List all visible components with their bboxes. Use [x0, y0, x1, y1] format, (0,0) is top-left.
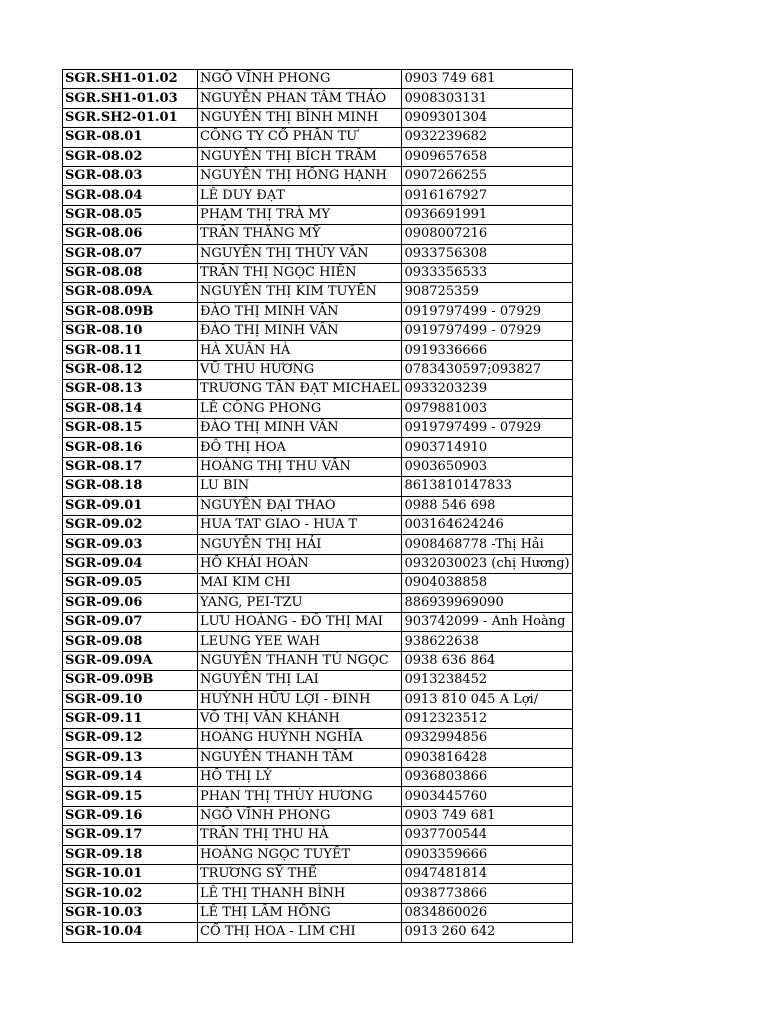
- table-row: [63, 380, 573, 399]
- phone-cell: 0936691991: [402, 205, 572, 224]
- table-row: [63, 612, 573, 631]
- table-row: [63, 225, 573, 244]
- owner-name-cell: NGUYỄN THỊ BÍCH TRÂM: [198, 147, 402, 166]
- phone-cell: 0909301304: [402, 108, 572, 127]
- table-row: [63, 554, 573, 573]
- phone-cell: 903742099 - Anh Hoàng: [402, 612, 572, 631]
- phone-cell: 0903359666: [402, 845, 572, 864]
- table-row: [63, 399, 573, 418]
- owner-name-cell: ĐÀO THỊ MINH VÂN: [198, 322, 402, 341]
- phone-cell: 0916167927: [402, 186, 572, 205]
- unit-code-cell: SGR-09.04: [63, 554, 198, 573]
- unit-code-cell: SGR-08.05: [63, 205, 198, 224]
- table-row: [63, 826, 573, 845]
- table-row: [63, 147, 573, 166]
- table-row: [63, 244, 573, 263]
- owner-name-cell: VŨ THU HƯƠNG: [198, 360, 402, 379]
- phone-cell: 0909657658: [402, 147, 572, 166]
- unit-code-cell: SGR-08.04: [63, 186, 198, 205]
- unit-code-cell: SGR-09.06: [63, 593, 198, 612]
- table-row: [63, 884, 573, 903]
- owner-name-cell: NGUYỄN THANH TÂM: [198, 748, 402, 767]
- unit-code-cell: SGR-10.02: [63, 884, 198, 903]
- table-row: [63, 690, 573, 709]
- owner-name-cell: NGUYỄN THỊ THÚY VÂN: [198, 244, 402, 263]
- unit-code-cell: SGR-08.12: [63, 360, 198, 379]
- unit-code-cell: SGR.SH1-01.02: [63, 70, 198, 89]
- owner-name-cell: TRẦN THẮNG MỸ: [198, 225, 402, 244]
- unit-code-cell: SGR-09.09A: [63, 651, 198, 670]
- phone-cell: 0903 749 681: [402, 806, 572, 825]
- table-row: [63, 709, 573, 728]
- table-row: [63, 651, 573, 670]
- phone-cell: 0903816428: [402, 748, 572, 767]
- owner-name-cell: HOÀNG NGỌC TUYẾT: [198, 845, 402, 864]
- owner-name-cell: PHẠM THỊ TRÀ MY: [198, 205, 402, 224]
- unit-code-cell: SGR-08.14: [63, 399, 198, 418]
- owner-name-cell: HỒ KHẢI HOÀN: [198, 554, 402, 573]
- owner-name-cell: CÔNG TY CỔ PHẦN TƯ: [198, 128, 402, 147]
- table-row: [63, 128, 573, 147]
- unit-code-cell: SGR-08.09A: [63, 283, 198, 302]
- table-row: [63, 341, 573, 360]
- unit-code-cell: SGR-09.13: [63, 748, 198, 767]
- table-row: [63, 205, 573, 224]
- phone-cell: 0919797499 - 07929: [402, 322, 572, 341]
- unit-code-cell: SGR-08.18: [63, 477, 198, 496]
- owner-name-cell: LU BIN: [198, 477, 402, 496]
- phone-cell: 0919336666: [402, 341, 572, 360]
- unit-code-cell: SGR-09.11: [63, 709, 198, 728]
- phone-cell: 886939969090: [402, 593, 572, 612]
- owner-name-cell: HÀ XUÂN HÀ: [198, 341, 402, 360]
- table-row: [63, 574, 573, 593]
- table-row: [63, 457, 573, 476]
- unit-code-cell: SGR-10.03: [63, 903, 198, 922]
- unit-code-cell: SGR-09.09B: [63, 671, 198, 690]
- table-row: [63, 768, 573, 787]
- unit-code-cell: SGR-09.12: [63, 729, 198, 748]
- phone-cell: 0908007216: [402, 225, 572, 244]
- unit-code-cell: SGR-10.01: [63, 865, 198, 884]
- phone-cell: 0919797499 - 07929: [402, 419, 572, 438]
- phone-cell: 0913 810 045 A Lợi/: [402, 690, 572, 709]
- owner-name-cell: NGUYỄN THANH TÚ NGỌC: [198, 651, 402, 670]
- owner-name-cell: ĐÀO THỊ MINH VÂN: [198, 419, 402, 438]
- unit-code-cell: SGR-08.09B: [63, 302, 198, 321]
- unit-code-cell: SGR-08.03: [63, 166, 198, 185]
- table-row: [63, 89, 573, 108]
- owner-name-cell: HOÀNG HUỲNH NGHĨA: [198, 729, 402, 748]
- unit-code-cell: SGR-10.04: [63, 923, 198, 942]
- phone-cell: 0904038858: [402, 574, 572, 593]
- phone-cell: 0933756308: [402, 244, 572, 263]
- table-row: [63, 806, 573, 825]
- phone-cell: 8613810147833: [402, 477, 572, 496]
- unit-code-cell: SGR-09.18: [63, 845, 198, 864]
- phone-cell: 0933356533: [402, 263, 572, 282]
- phone-cell: 0903 749 681: [402, 70, 572, 89]
- phone-cell: 0938 636 864: [402, 651, 572, 670]
- table-row: [63, 302, 573, 321]
- owner-name-cell: TRẦN THỊ THU HÀ: [198, 826, 402, 845]
- phone-cell: 0834860026: [402, 903, 572, 922]
- phone-cell: 0908303131: [402, 89, 572, 108]
- phone-cell: 0783430597;093827: [402, 360, 572, 379]
- owner-name-cell: VÕ THỊ VÂN KHÁNH: [198, 709, 402, 728]
- unit-code-cell: SGR-08.08: [63, 263, 198, 282]
- phone-cell: 0947481814: [402, 865, 572, 884]
- phone-cell: 0919797499 - 07929: [402, 302, 572, 321]
- owner-name-cell: LEUNG YEE WAH: [198, 632, 402, 651]
- table-row: [63, 438, 573, 457]
- owner-name-cell: NGUYỄN THỊ BÌNH MINH: [198, 108, 402, 127]
- phone-cell: 0908468778 -Thị Hải: [402, 535, 572, 554]
- owner-name-cell: HỒ THỊ LÝ: [198, 768, 402, 787]
- owner-name-cell: NGUYỄN PHAN TÂM THẢO: [198, 89, 402, 108]
- phone-cell: 0903714910: [402, 438, 572, 457]
- unit-code-cell: SGR-09.14: [63, 768, 198, 787]
- unit-code-cell: SGR-08.16: [63, 438, 198, 457]
- table-row: [63, 787, 573, 806]
- owner-name-cell: CỔ THỊ HOA - LIM CHI: [198, 923, 402, 942]
- table-row: [63, 477, 573, 496]
- owner-name-cell: NGUYỄN THỊ KIM TUYẾN: [198, 283, 402, 302]
- unit-code-cell: SGR-08.06: [63, 225, 198, 244]
- owner-name-cell: HUA TAT GIAO - HUA T: [198, 515, 402, 534]
- unit-code-cell: SGR-08.11: [63, 341, 198, 360]
- owner-name-cell: LÊ CÔNG PHONG: [198, 399, 402, 418]
- table-row: [63, 283, 573, 302]
- unit-code-cell: SGR-09.07: [63, 612, 198, 631]
- phone-cell: 0938773866: [402, 884, 572, 903]
- phone-cell: 0903445760: [402, 787, 572, 806]
- unit-code-cell: SGR-08.07: [63, 244, 198, 263]
- phone-cell: 0988 546 698: [402, 496, 572, 515]
- unit-code-cell: SGR-09.17: [63, 826, 198, 845]
- unit-code-cell: SGR-08.13: [63, 380, 198, 399]
- owner-name-cell: TRẦN THỊ NGỌC HIỀN: [198, 263, 402, 282]
- owner-name-cell: NGUYỄN THỊ LAI: [198, 671, 402, 690]
- table-row: [63, 186, 573, 205]
- table-row: [63, 632, 573, 651]
- unit-code-cell: SGR-09.16: [63, 806, 198, 825]
- unit-code-cell: SGR-08.01: [63, 128, 198, 147]
- unit-code-cell: SGR.SH2-01.01: [63, 108, 198, 127]
- table-row: [63, 263, 573, 282]
- owner-name-cell: LÊ THỊ LÂM HỒNG: [198, 903, 402, 922]
- owner-name-cell: NGÔ VĨNH PHONG: [198, 806, 402, 825]
- table-row: [63, 845, 573, 864]
- table-row: [63, 70, 573, 89]
- table-row: [63, 535, 573, 554]
- table-row: [63, 903, 573, 922]
- unit-code-cell: SGR-08.10: [63, 322, 198, 341]
- phone-cell: 0903650903: [402, 457, 572, 476]
- unit-code-cell: SGR-08.15: [63, 419, 198, 438]
- table-row: [63, 515, 573, 534]
- phone-cell: 0932239682: [402, 128, 572, 147]
- phone-cell: 0932030023 (chị Hương): [402, 554, 572, 573]
- phone-cell: 0907266255: [402, 166, 572, 185]
- owner-name-cell: PHAN THỊ THÙY HƯƠNG: [198, 787, 402, 806]
- phone-cell: 003164624246: [402, 515, 572, 534]
- table-row: [63, 748, 573, 767]
- unit-code-cell: SGR-09.01: [63, 496, 198, 515]
- unit-code-cell: SGR-09.10: [63, 690, 198, 709]
- owner-name-cell: NGUYỄN THỊ HẢI: [198, 535, 402, 554]
- unit-code-cell: SGR-08.17: [63, 457, 198, 476]
- owner-table-body: [63, 70, 573, 943]
- owner-name-cell: MAI KIM CHI: [198, 574, 402, 593]
- phone-cell: 908725359: [402, 283, 572, 302]
- phone-cell: 0979881003: [402, 399, 572, 418]
- owner-name-cell: ĐỖ THỊ HOA: [198, 438, 402, 457]
- table-row: [63, 865, 573, 884]
- owner-name-cell: LÊ THỊ THANH BÌNH: [198, 884, 402, 903]
- table-row: [63, 729, 573, 748]
- unit-code-cell: SGR-09.02: [63, 515, 198, 534]
- phone-cell: 0932994856: [402, 729, 572, 748]
- owner-name-cell: TRƯƠNG TẤN ĐẠT MICHAEL: [198, 380, 402, 399]
- owner-table: [62, 69, 573, 943]
- owner-name-cell: LÊ DUY ĐẠT: [198, 186, 402, 205]
- phone-cell: 0933203239: [402, 380, 572, 399]
- unit-code-cell: SGR.SH1-01.03: [63, 89, 198, 108]
- table-row: [63, 593, 573, 612]
- owner-name-cell: NGÔ VĨNH PHONG: [198, 70, 402, 89]
- owner-name-cell: ĐÀO THỊ MINH VÂN: [198, 302, 402, 321]
- owner-name-cell: TRƯƠNG SỸ THỂ: [198, 865, 402, 884]
- unit-code-cell: SGR-09.15: [63, 787, 198, 806]
- table-row: [63, 166, 573, 185]
- phone-cell: 0913 260 642: [402, 923, 572, 942]
- owner-name-cell: YANG, PEI-TZU: [198, 593, 402, 612]
- owner-name-cell: HOÀNG THỊ THU VÂN: [198, 457, 402, 476]
- table-row: [63, 671, 573, 690]
- phone-cell: 0937700544: [402, 826, 572, 845]
- table-row: [63, 419, 573, 438]
- table-row: [63, 496, 573, 515]
- unit-code-cell: SGR-09.03: [63, 535, 198, 554]
- phone-cell: 0936803866: [402, 768, 572, 787]
- table-row: [63, 923, 573, 942]
- unit-code-cell: SGR-08.02: [63, 147, 198, 166]
- owner-name-cell: NGUYỄN THỊ HỒNG HẠNH: [198, 166, 402, 185]
- table-row: [63, 322, 573, 341]
- phone-cell: 0912323512: [402, 709, 572, 728]
- phone-cell: 938622638: [402, 632, 572, 651]
- table-row: [63, 108, 573, 127]
- owner-name-cell: HUỲNH HỮU LỢI - ĐINH: [198, 690, 402, 709]
- unit-code-cell: SGR-09.08: [63, 632, 198, 651]
- owner-name-cell: NGUYỄN ĐẠI THAO: [198, 496, 402, 515]
- unit-code-cell: SGR-09.05: [63, 574, 198, 593]
- table-row: [63, 360, 573, 379]
- phone-cell: 0913238452: [402, 671, 572, 690]
- owner-name-cell: LƯU HOÀNG - ĐỖ THỊ MAI: [198, 612, 402, 631]
